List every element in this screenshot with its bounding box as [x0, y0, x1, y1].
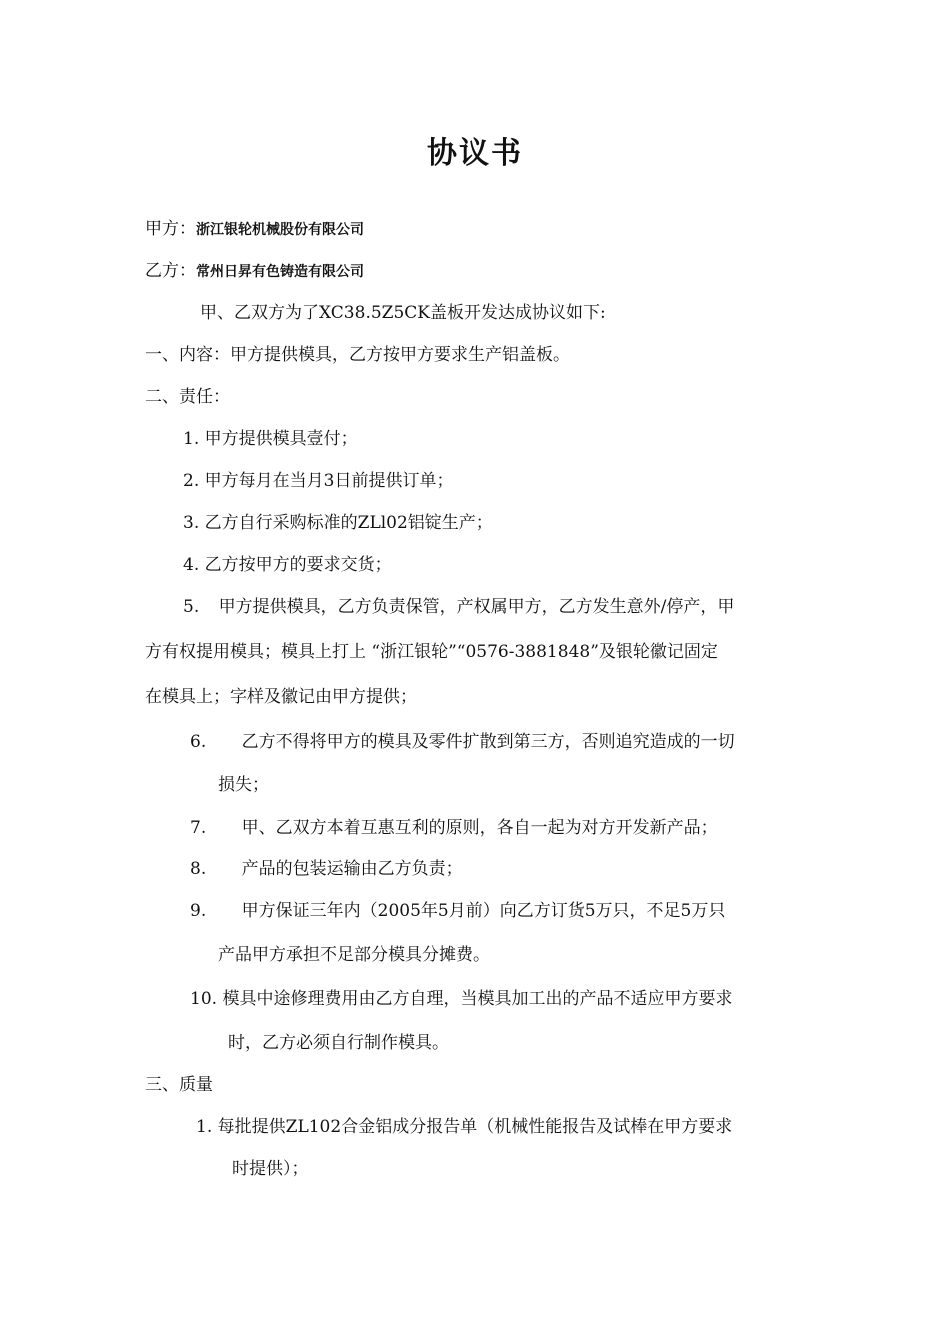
item-number: 2. [183, 471, 200, 491]
item-text-continuation: 产品甲方承担不足部分模具分摊费。 [218, 945, 490, 965]
item-text: 乙方按甲方的要求交货； [204, 555, 392, 575]
responsibility-item [183, 470, 453, 492]
item-number: 3. [183, 513, 200, 533]
item-number: 5. [183, 597, 200, 617]
item-text: 每批提供ZL102合金铝成分报告单（机械性能报告及试棒在甲方要求 [217, 1117, 733, 1137]
item-text: 甲方保证三年内（2005年5月前）向乙方订货5万只，不足5万只 [241, 901, 726, 921]
item-number: 1. [183, 429, 200, 449]
item-text: 模具中途修理费用由乙方自理，当模具加工出的产品不适应甲方要求 [222, 989, 733, 1009]
party-b-line [145, 260, 364, 283]
responsibility-item [190, 988, 732, 1010]
party-b-label: 乙方： [145, 261, 196, 281]
responsibility-item [190, 858, 463, 880]
item-text: 产品的包装运输由乙方负责； [241, 859, 463, 879]
item-number: 9. [190, 901, 207, 921]
section-content: 一、内容：甲方提供模具，乙方按甲方要求生产铝盖板。 [145, 345, 570, 365]
item-text: 甲方提供模具，乙方负责保管，产权属甲方，乙方发生意外/停产，甲 [218, 597, 735, 617]
responsibility-item [190, 731, 735, 753]
section-responsibility: 二、责任： [145, 387, 230, 407]
section-quality: 三、质量 [145, 1075, 213, 1095]
responsibility-item [183, 428, 358, 450]
item-text: 甲、乙双方本着互惠互利的原则，各自一起为对方开发新产品； [241, 818, 718, 838]
responsibility-item [183, 512, 493, 534]
item-text: 甲方提供模具壹付； [204, 429, 358, 449]
item-number: 4. [183, 555, 200, 575]
responsibility-item [190, 900, 725, 922]
item-number: 7. [190, 818, 207, 838]
item-text-continuation: 在模具上；字样及徽记由甲方提供； [145, 687, 417, 707]
party-a-name: 浙江银轮机械股份有限公司 [196, 222, 364, 238]
item-number: 10. [190, 989, 218, 1009]
item-number: 6. [190, 732, 207, 752]
item-text: 乙方不得将甲方的模具及零件扩散到第三方，否则追究造成的一切 [241, 732, 735, 752]
item-text-continuation: 时，乙方必须自行制作模具。 [228, 1033, 449, 1053]
intro-paragraph: 甲、乙双方为了XC38.5Z5CK盖板开发达成协议如下: [200, 303, 606, 323]
item-number: 8. [190, 859, 207, 879]
party-a-line [145, 218, 364, 241]
responsibility-item [183, 596, 734, 618]
item-text: 甲方每月在当月3日前提供订单； [204, 471, 454, 491]
item-number: 1. [196, 1117, 213, 1137]
document-title: 协议书 [427, 136, 523, 171]
quality-item [196, 1116, 732, 1138]
responsibility-item [183, 554, 392, 576]
item-text-continuation: 时提供）； [232, 1159, 309, 1179]
party-b-name: 常州日昇有色铸造有限公司 [196, 264, 364, 280]
item-text-continuation: 方有权提用模具；模具上打上 “浙江银轮”“0576-3881848”及银轮徽记固定 [145, 642, 718, 662]
party-a-label: 甲方： [145, 219, 196, 239]
item-text-continuation: 损失； [218, 775, 269, 795]
item-text: 乙方自行采购标准的ZLl02铝锭生产； [204, 513, 493, 533]
responsibility-item [190, 817, 718, 839]
